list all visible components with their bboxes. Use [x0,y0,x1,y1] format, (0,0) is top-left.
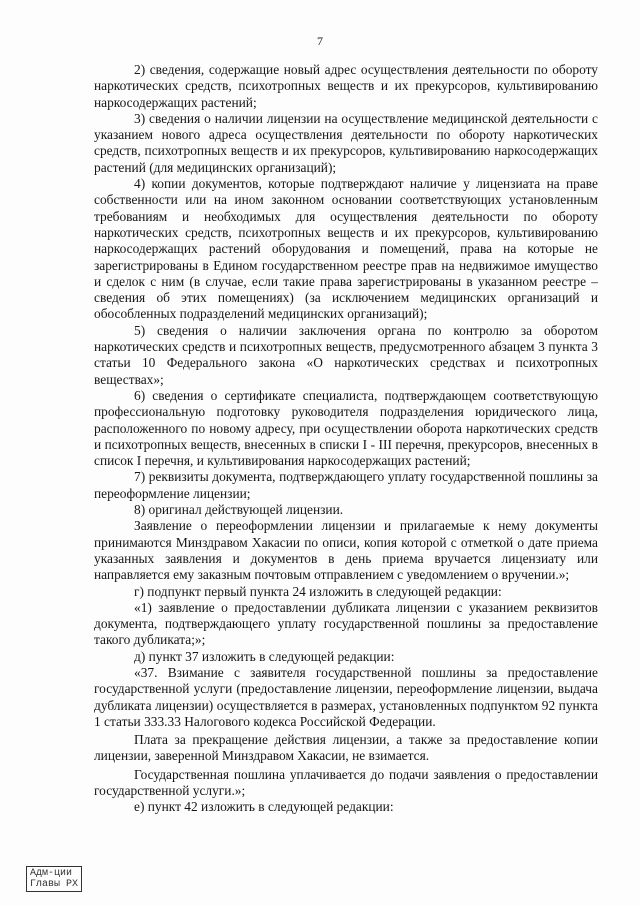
paragraph: 5) сведения о наличии заключения органа по контролю за оборотом наркотических средств и психотропных веществ, предусмотренного абзацем 3 пункта 3 статьи 10 Федерального закона «О наркотических средствах и психотропных веществах»; [94,322,598,387]
page-number: 7 [317,34,323,48]
paragraph: 7) реквизиты документа, подтверждающего уплату государственной пошлины за переоформление лицензии; [94,469,598,501]
paragraph: Плата за прекращение действия лицензии, а также за предоставление копии лицензии, заверенной Минздравом Хакасии, не взимается. [94,732,598,764]
paragraph: «37. Взимание с заявителя государственной пошлины за предоставление государственной услуги (предоставление лицензии, переоформление лицензии, выдача дубликата лицензии) осуществляется в размерах, установленных подпунктом 92 пункта 1 статьи 333.33 Налогового кодекса Российской Федерации. [94,664,598,729]
stamp-line: Адм-ции [30,868,73,879]
stamp-line: Главы РХ [30,879,79,890]
office-stamp [26,866,82,892]
paragraph: е) пункт 42 изложить в следующей редакции: [134,799,394,815]
paragraph: 8) оригинал действующей лицензии. [134,502,344,518]
paragraph: г) подпункт первый пункта 24 изложить в следующей редакции: [134,583,502,599]
paragraph: 4) копии документов, которые подтверждают наличие у лицензиата на праве собственности или на ином законном основании соответствующих установленным требованиям и необходимых для осуществления деятельности по обороту наркотических средств, психотропных веществ и их прекурсоров, культивированию наркосодержащих растений оборудования и помещений, права на которые не зарегистрированы в Едином государственном реестре прав на недвижимое имущество и сделок с ним (в случае, если такие права зарегистрированы в указанном реестре – сведения об этих помещениях) (за исключением медицинских организаций и обособленных подразделений медицинских организаций); [94,176,598,322]
paragraph: 2) сведения, содержащие новый адрес осуществления деятельности по обороту наркотических средств, психотропных веществ и их прекурсоров, культивированию наркосодержащих растений; [94,62,598,110]
paragraph: «1) заявление о предоставлении дубликата лицензии с указанием реквизитов документа, подтверждающего уплату государственной пошлины за предоставление такого дубликата;»; [94,599,598,648]
paragraph: д) пункт 37 изложить в следующей редакции: [134,648,395,664]
paragraph: Государственная пошлина уплачивается до подачи заявления о предоставлении государственной услуги.»; [94,766,598,799]
paragraph: 3) сведения о наличии лицензии на осуществление медицинской деятельности с указанием нового адреса осуществления деятельности по обороту наркотических средств, психотропных веществ и их прекурсоров, культивированию наркосодержащих растений (для медицинских организаций); [94,110,598,175]
paragraph: 6) сведения о сертификате специалиста, подтверждающем соответствующую профессиональную подготовку руководителя подразделения юридического лица, расположенного по новому адресу, при осуществлении оборота наркотических средств и психотропных веществ, внесенных в списки I - III перечня, прекурсоров, внесенных в список I перечня, и культивирования наркосодержащих растений; [94,387,598,469]
document-body [94,62,598,816]
paragraph: Заявление о переоформлении лицензии и прилагаемые к нему документы принимаются Минздравом Хакасии по описи, копия которой с отметкой о дате приема указанных заявления и документов в день приема вручается лицензиату или направляется ему заказным почтовым отправлением с уведомлением о вручении.»; [94,518,598,583]
